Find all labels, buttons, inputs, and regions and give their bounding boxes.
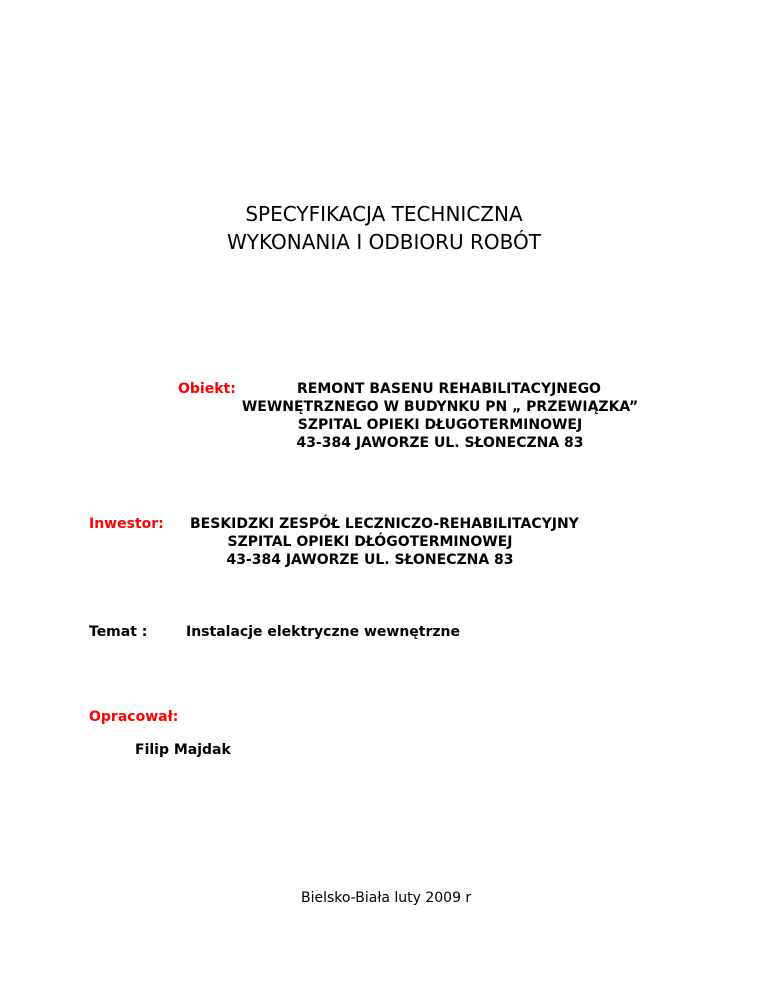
obiekt-line-2: WEWNĘTRZNEGO W BUDYNKU PN „ PRZEWIĄZKA”	[241, 399, 639, 415]
obiekt-value	[220, 380, 660, 452]
inwestor-line-1: BESKIDZKI ZESPÓŁ LECZNICZO-REHABILITACYJNY	[190, 516, 579, 532]
obiekt-line-4: 43-384 JAWORZE UL. SŁONECZNA 83	[296, 435, 584, 451]
inwestor-line-2: SZPITAL OPIEKI DŁÓGOTERMINOWEJ	[227, 534, 513, 550]
obiekt-line-3: SZPITAL OPIEKI DŁUGOTERMINOWEJ	[297, 417, 583, 433]
opracowal-label: Opracował:	[89, 709, 179, 725]
inwestor-line-3: 43-384 JAWORZE UL. SŁONECZNA 83	[226, 552, 514, 568]
temat-label: Temat :	[89, 624, 148, 640]
title-line-1: SPECYFIKACJA TECHNICZNA	[245, 202, 523, 226]
place-date: Bielsko-Biała luty 2009 r	[301, 890, 472, 906]
obiekt-label: Obiekt:	[178, 381, 236, 397]
inwestor-value	[190, 515, 579, 569]
obiekt-line-1: REMONT BASENU REHABILITACYJNEGO	[297, 381, 601, 397]
title-line-2: WYKONANIA I ODBIORU ROBÓT	[227, 230, 541, 254]
inwestor-label: Inwestor:	[89, 516, 164, 532]
author-name: Filip Majdak	[135, 742, 231, 758]
temat-value: Instalacje elektryczne wewnętrzne	[186, 624, 460, 640]
document-title	[0, 200, 768, 256]
